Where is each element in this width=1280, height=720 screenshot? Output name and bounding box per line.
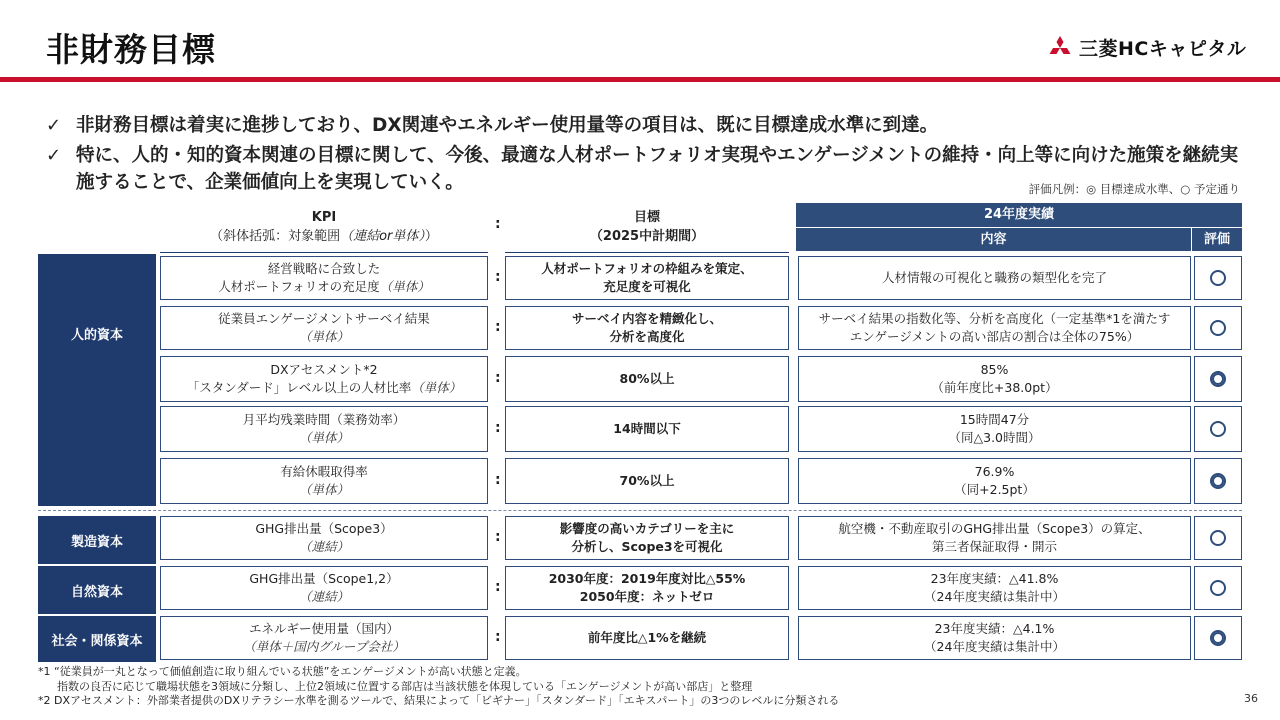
eval-column-header: 評価	[1192, 228, 1242, 251]
row-colon: :	[495, 529, 501, 545]
kpi-cell: 有給休暇取得率 （単体）	[160, 458, 488, 504]
row-colon: :	[495, 472, 501, 488]
actual-cell: 76.9% （同+2.5pt）	[798, 458, 1191, 504]
circle-icon	[1210, 421, 1226, 437]
bullet-text: 特に、人的・知的資本関連の目標に関して、今後、最適な人材ポートフォリオ実現やエンゲージメントの維持・向上等に向けた施策を継続実施することで、企業価値向上を実現していく。	[76, 145, 1239, 193]
goal-cell: 前年度比△1%を継続	[505, 616, 789, 660]
footnote-1-cont: 指数の良否に応じて職場状態を3領域に分類し、上位2領域に位置する部店は当該状態を体現している「エンゲージメントが高い部店」と整理	[57, 679, 753, 693]
eval-cell	[1194, 616, 1242, 660]
logo-text: 三菱HCキャピタル	[1079, 38, 1247, 60]
check-icon: ✓	[46, 115, 62, 136]
footnote-1: *1 “従業員が一丸となって価値創造に取り組んでいる状態”をエンゲージメントが高い状態と定義。	[38, 665, 527, 678]
bullet-text: 非財務目標は着実に進捗しており、DX関連やエネルギー使用量等の項目は、既に目標達成水準に到達。	[76, 115, 939, 136]
category-intellectual-block	[38, 406, 156, 506]
actual-cell: サーベイ結果の指数化等、分析を高度化（一定基準*1を満たす エンゲージメントの高い部店の割合は全体の75%）	[798, 306, 1191, 350]
row-colon: :	[495, 579, 501, 595]
kpi-header-label: KPI	[311, 210, 337, 225]
goal-cell: 14時間以下	[505, 406, 789, 452]
double-circle-icon	[1210, 630, 1226, 646]
row-colon: :	[495, 319, 501, 335]
goal-cell: 影響度の高いカテゴリーを主に 分析し、Scope3を可視化	[505, 516, 789, 560]
eval-cell	[1194, 306, 1242, 350]
row-colon: :	[495, 420, 501, 436]
eval-cell	[1194, 256, 1242, 300]
page-title: 非財務目標	[46, 30, 216, 69]
circle-icon	[1210, 530, 1226, 546]
double-circle-icon	[1210, 371, 1226, 387]
eval-cell	[1194, 406, 1242, 452]
header-colon: :	[495, 216, 501, 232]
goal-cell: 人材ポートフォリオの枠組みを策定、 充足度を可視化	[505, 256, 789, 300]
goal-column-header	[505, 205, 789, 253]
company-logo	[1047, 34, 1246, 61]
header-divider	[0, 77, 1280, 82]
kpi-cell: GHG排出量（Scope3） （連結）	[160, 516, 488, 560]
eval-cell	[1194, 516, 1242, 560]
kpi-header-sub: （斜体括弧：対象範囲（連結or単体））	[210, 229, 438, 244]
section-separator	[38, 510, 1242, 511]
actual-cell: 23年度実績：△41.8% （24年度実績は集計中）	[798, 566, 1191, 610]
content-column-header: 内容	[796, 228, 1191, 251]
circle-icon	[1210, 580, 1226, 596]
eval-cell	[1194, 356, 1242, 402]
kpi-cell: 月平均残業時間（業務効率） （単体）	[160, 406, 488, 452]
kpi-cell: 経営戦略に合致した 人材ポートフォリオの充足度（単体）	[160, 256, 488, 300]
goal-cell: 80%以上	[505, 356, 789, 402]
three-diamonds-icon	[1047, 36, 1073, 60]
evaluation-legend: 評価凡例：◎ 目標達成水準、○ 予定通り	[1028, 182, 1240, 196]
circle-icon	[1210, 320, 1226, 336]
goal-header-label: 目標	[633, 210, 660, 225]
bullet-item	[46, 112, 1246, 139]
actual-cell: 人材情報の可視化と職務の類型化を完了	[798, 256, 1191, 300]
actual-cell: 航空機・不動産取引のGHG排出量（Scope3）の算定、 第三者保証取得・開示	[798, 516, 1191, 560]
goal-cell: 2030年度：2019年度対比△55% 2050年度：ネットゼロ	[505, 566, 789, 610]
actual-cell: 85% （前年度比+38.0pt）	[798, 356, 1191, 402]
kpi-cell: 従業員エンゲージメントサーベイ結果 （単体）	[160, 306, 488, 350]
footnote-2: *2 DXアセスメント：外部業者提供のDXリテラシー水準を測るツールで、結果によって「ビギナー」「スタンダード」「エキスパート」の3つのレベルに分類される	[38, 694, 840, 707]
kpi-cell: エネルギー使用量（国内） （単体＋国内グループ会社）	[160, 616, 488, 660]
actual-column-header: 24年度実績	[796, 203, 1242, 227]
row-colon: :	[495, 629, 501, 645]
row-colon: :	[495, 269, 501, 285]
eval-cell	[1194, 458, 1242, 504]
goal-cell: サーベイ内容を精緻化し、 分析を高度化	[505, 306, 789, 350]
row-colon: :	[495, 370, 501, 386]
goal-cell: 70%以上	[505, 458, 789, 504]
category-manufacturing-capital: 製造資本	[38, 516, 156, 564]
category-natural-capital: 自然資本	[38, 566, 156, 614]
circle-icon	[1210, 270, 1226, 286]
actual-cell: 15時間47分 （同△3.0時間）	[798, 406, 1191, 452]
eval-cell	[1194, 566, 1242, 610]
actual-cell: 23年度実績：△4.1% （24年度実績は集計中）	[798, 616, 1191, 660]
kpi-cell: DXアセスメント*2 「スタンダード」レベル以上の人材比率（単体）	[160, 356, 488, 402]
check-icon: ✓	[46, 145, 62, 166]
kpi-column-header	[160, 205, 488, 253]
kpi-cell: GHG排出量（Scope1,2） （連結）	[160, 566, 488, 610]
double-circle-icon	[1210, 473, 1226, 489]
page-number: 36	[1244, 692, 1258, 705]
category-human-capital: 人的資本	[38, 254, 156, 406]
footnotes	[38, 665, 839, 709]
category-social-capital: 社会・関係資本	[38, 616, 156, 662]
goal-header-sub: （2025中計期間）	[589, 229, 705, 244]
